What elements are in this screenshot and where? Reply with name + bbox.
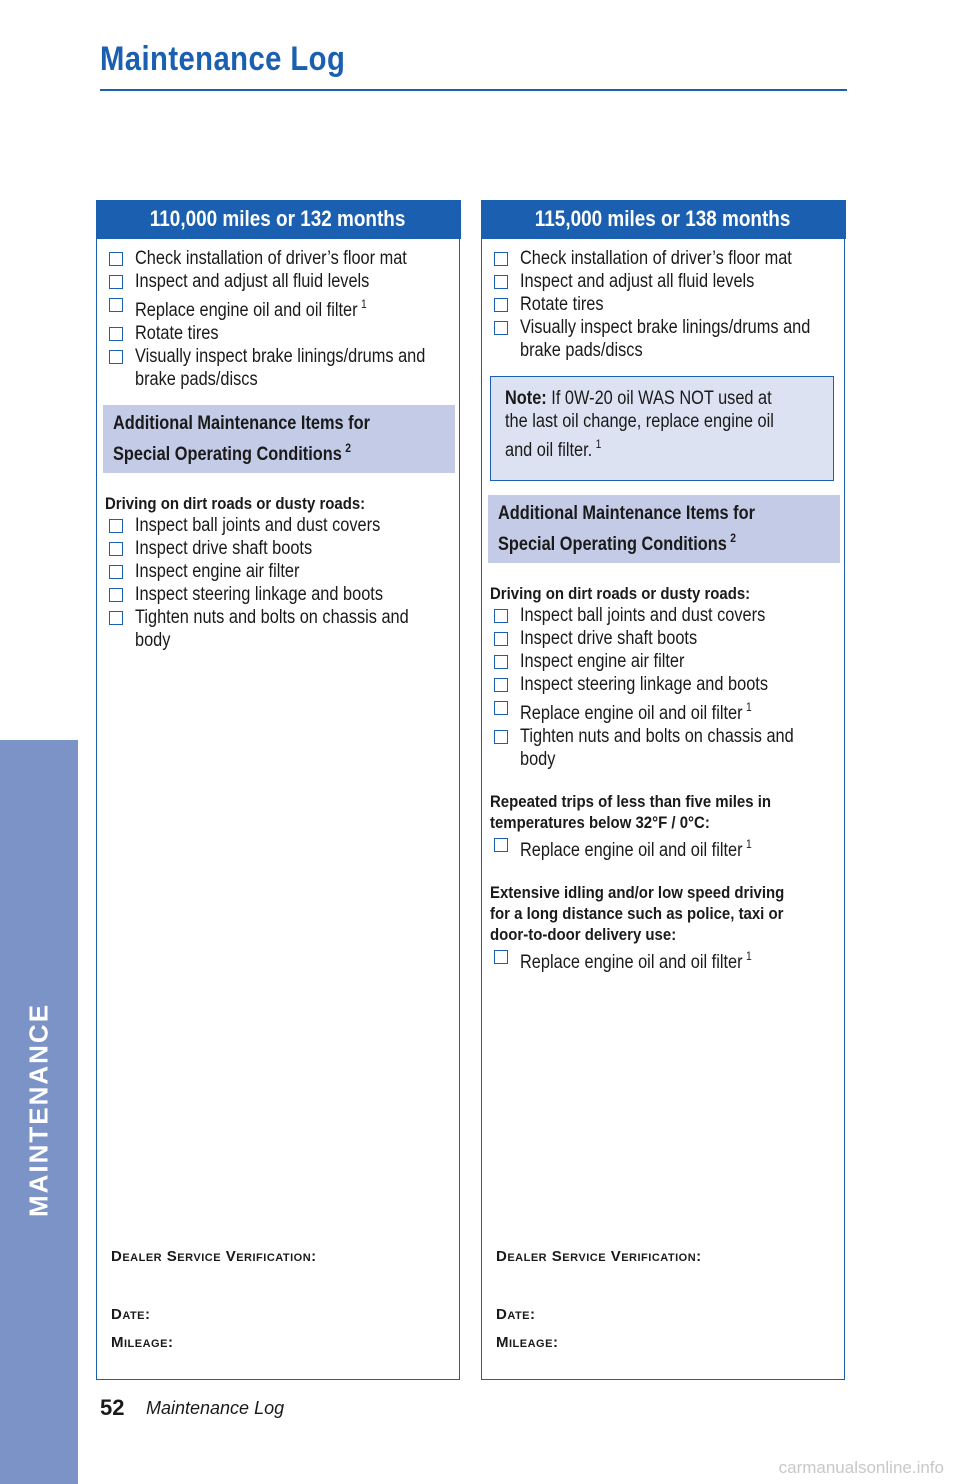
date-label: Date:	[111, 1306, 151, 1323]
right-column	[481, 200, 845, 1380]
checkbox[interactable]	[109, 275, 123, 289]
footnote-ref: 1	[595, 436, 602, 451]
footnote-ref: 1	[745, 948, 752, 963]
checklist-item[interactable]: Rotate tires	[490, 293, 838, 316]
checklist-item[interactable]: Tighten nuts and bolts on chassis and	[105, 606, 453, 629]
checklist-item[interactable]: Check installation of driver’s floor mat	[490, 247, 838, 270]
checkbox[interactable]	[109, 542, 123, 556]
checkbox[interactable]	[494, 298, 508, 312]
mileage-label: Mileage:	[496, 1334, 559, 1351]
checkbox[interactable]	[494, 701, 508, 715]
date-label: Date:	[496, 1306, 536, 1323]
checklist-item[interactable]: Visually inspect brake linings/drums and	[490, 316, 838, 339]
checklist-item[interactable]: Replace engine oil and oil filter $^1$	[490, 945, 838, 974]
section-heading-short-trips: Repeated trips of less than five miles in temperatures below 32°F / 0°C:	[490, 791, 772, 832]
checklist-item-continuation: brake pads/discs	[520, 339, 643, 361]
checklist-item[interactable]: Visually inspect brake linings/drums and	[105, 345, 453, 368]
checkbox[interactable]	[494, 275, 508, 289]
checkbox[interactable]	[494, 632, 508, 646]
left-column-header: 110,000 miles or 132 months	[96, 200, 461, 239]
checkbox[interactable]	[494, 838, 508, 852]
footnote-ref: 1	[745, 836, 752, 851]
checklist-item[interactable]: Inspect steering linkage and boots	[490, 673, 838, 696]
checklist-item[interactable]: Replace engine oil and oil filter $^1$	[105, 293, 453, 322]
checklist-item[interactable]: Inspect and adjust all fluid levels	[490, 270, 838, 293]
right-column-header: 115,000 miles or 138 months	[481, 200, 846, 239]
note-label: Note:	[505, 387, 547, 409]
checkbox[interactable]	[494, 730, 508, 744]
checkbox[interactable]	[109, 252, 123, 266]
checkbox[interactable]	[494, 609, 508, 623]
checkbox[interactable]	[494, 252, 508, 266]
checklist-item[interactable]: Inspect ball joints and dust covers	[105, 514, 453, 537]
checkbox[interactable]	[494, 678, 508, 692]
checklist-item[interactable]: Check installation of driver’s floor mat	[105, 247, 453, 270]
page-number: 52	[100, 1395, 125, 1420]
checkbox[interactable]	[494, 655, 508, 669]
checkbox[interactable]	[494, 321, 508, 335]
checkbox[interactable]	[109, 298, 123, 312]
section-heading-idling: Extensive idling and/or low speed driving for a long distance such as police, taxi or door-to-door delivery use:	[490, 882, 785, 944]
checkbox[interactable]	[109, 588, 123, 602]
oil-note-box: Note: If 0W-20 oil WAS NOT used at the last oil change, replace engine oil and oil filter. $^1$	[490, 376, 834, 481]
checkbox[interactable]	[109, 519, 123, 533]
checklist-item[interactable]: Inspect steering linkage and boots	[105, 583, 453, 606]
checkbox[interactable]	[109, 350, 123, 364]
checklist-item[interactable]: Inspect engine air filter	[490, 650, 838, 673]
checklist-item[interactable]: Inspect and adjust all fluid levels	[105, 270, 453, 293]
footnote-ref: 2	[730, 530, 736, 545]
checklist-item[interactable]: Inspect drive shaft boots	[105, 537, 453, 560]
footnote-ref: 2	[345, 440, 351, 455]
additional-items-box: Additional Maintenance Items for Special Operating Conditions $^2$	[488, 495, 840, 563]
dealer-verification-label: Dealer Service Verification:	[111, 1248, 317, 1265]
checklist-item-continuation: body	[135, 629, 171, 651]
footnote-ref: 1	[360, 296, 367, 311]
checklist-item[interactable]: Rotate tires	[105, 322, 453, 345]
footnote-ref: 1	[745, 699, 752, 714]
checklist-item[interactable]: Inspect engine air filter	[105, 560, 453, 583]
section-heading-dirt-roads: Driving on dirt roads or dusty roads:	[490, 583, 751, 603]
checkbox[interactable]	[109, 611, 123, 625]
checklist-item[interactable]: Tighten nuts and bolts on chassis and	[490, 725, 838, 748]
checkbox[interactable]	[109, 565, 123, 579]
page-title: Maintenance Log	[100, 40, 346, 78]
left-column	[96, 200, 460, 1380]
mileage-label: Mileage:	[111, 1334, 174, 1351]
checklist-item[interactable]: Inspect drive shaft boots	[490, 627, 838, 650]
checklist-item[interactable]: Inspect ball joints and dust covers	[490, 604, 838, 627]
checklist-item[interactable]: Replace engine oil and oil filter $^1$	[490, 696, 838, 725]
checkbox[interactable]	[494, 950, 508, 964]
checkbox[interactable]	[109, 327, 123, 341]
footer-label: Maintenance Log	[146, 1398, 285, 1418]
checklist-item-continuation: brake pads/discs	[135, 368, 258, 390]
title-rule	[100, 89, 847, 91]
checklist-item[interactable]: Replace engine oil and oil filter $^1$	[490, 833, 838, 862]
watermark: carmanualsonline.info	[778, 1458, 944, 1477]
additional-items-box: Additional Maintenance Items for Special Operating Conditions $^2$	[103, 405, 455, 473]
side-tab-label: MAINTENANCE	[23, 1002, 54, 1218]
checklist-item-continuation: body	[520, 748, 556, 770]
dealer-verification-label: Dealer Service Verification:	[496, 1248, 702, 1265]
section-heading-dirt-roads: Driving on dirt roads or dusty roads:	[105, 493, 366, 513]
